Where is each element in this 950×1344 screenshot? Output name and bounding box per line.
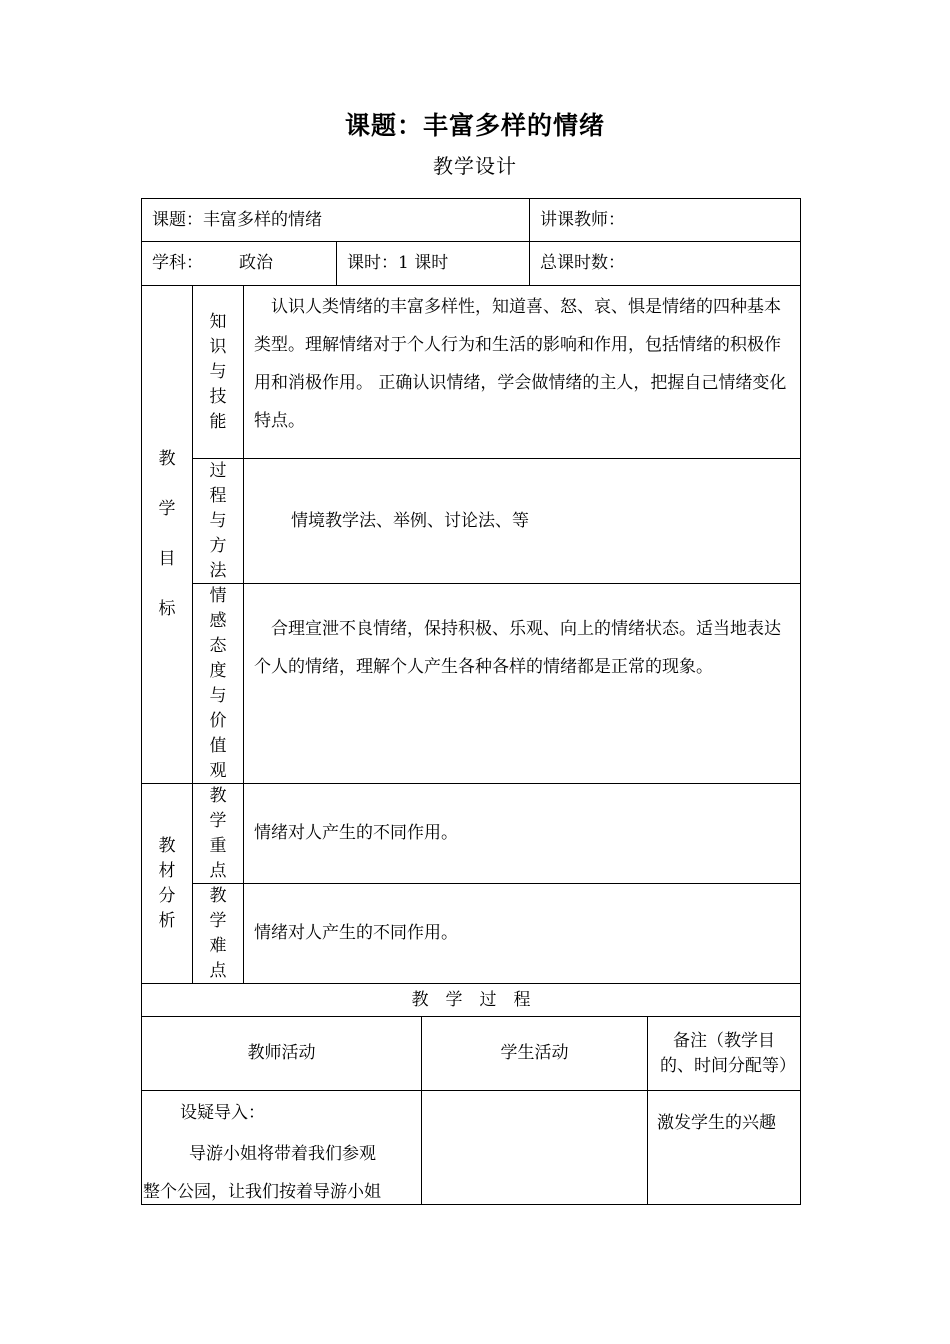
teacher-cell xyxy=(529,198,801,242)
key-point-text: 情绪对人产生的不同作用。 xyxy=(254,823,458,843)
subject-label: 学科： xyxy=(152,253,203,273)
process-content xyxy=(243,458,801,584)
teacher-line-1: 设疑导入： xyxy=(180,1103,265,1123)
process-heading: 教 学 过 程 xyxy=(141,983,801,1017)
teacher-activity-header: 教师活动 xyxy=(141,1016,422,1091)
teacher-line-2: 导游小姐将带着我们参观 xyxy=(189,1144,376,1164)
knowledge-content xyxy=(243,285,801,459)
document-subtitle: 教学设计 xyxy=(433,154,517,178)
difficulty-label: 教 学 难 点 xyxy=(192,883,244,984)
period-cell xyxy=(336,241,530,286)
notes-text: 激发学生的兴趣 xyxy=(657,1113,776,1133)
knowledge-text: 认识人类情绪的丰富多样性，知道喜、怒、哀、惧是情绪的四种基本类型。理解情绪对于个人行为和生活的影响和作用，包括情绪的积极作用和消极作用。 正确认识情绪，学会做情绪的主人，把握自己情绪变化特点。 xyxy=(254,297,787,431)
topic-label: 课题：丰富多样的情绪 xyxy=(152,209,322,230)
analysis-group-label: 教 材 分 析 xyxy=(141,783,193,984)
process-label: 过 程 与 方 法 xyxy=(192,458,244,584)
emotion-label: 情 感 态 度 与 价 值 观 xyxy=(192,583,244,784)
process-text: 情境教学法、举例、讨论法、等 xyxy=(291,510,529,531)
total-periods-cell xyxy=(529,241,801,286)
document-title: 课题：丰富多样的情绪 xyxy=(344,111,605,140)
difficulty-content xyxy=(243,883,801,984)
difficulty-text: 情绪对人产生的不同作用。 xyxy=(254,923,458,943)
emotion-text: 合理宣泄不良情绪，保持积极、乐观、向上的情绪状态。适当地表达个人的情绪，理解个人产生各种各样的情绪都是正常的现象。 xyxy=(254,619,781,677)
student-activity-cell xyxy=(421,1090,648,1205)
subject-value: 政治 xyxy=(239,253,273,273)
notes-header: 备注（教学目的、时间分配等） xyxy=(647,1016,801,1091)
student-activity-header: 学生活动 xyxy=(421,1016,648,1091)
teacher-activity-cell xyxy=(141,1090,422,1205)
period-label: 课时：1 课时 xyxy=(347,253,449,273)
key-point-label: 教 学 重 点 xyxy=(192,783,244,884)
teacher-label: 讲课教师： xyxy=(540,209,625,230)
knowledge-label: 知 识 与 技 能 xyxy=(192,285,244,459)
total-periods-label: 总课时数： xyxy=(540,253,625,273)
key-point-content xyxy=(243,783,801,884)
notes-cell xyxy=(647,1090,801,1205)
goals-group-label: 教 学 目 标 xyxy=(141,285,193,784)
teacher-line-3: 整个公园，让我们按着导游小姐 xyxy=(143,1182,381,1202)
emotion-content xyxy=(243,583,801,784)
subject-cell xyxy=(141,241,337,286)
topic-cell xyxy=(141,198,530,242)
